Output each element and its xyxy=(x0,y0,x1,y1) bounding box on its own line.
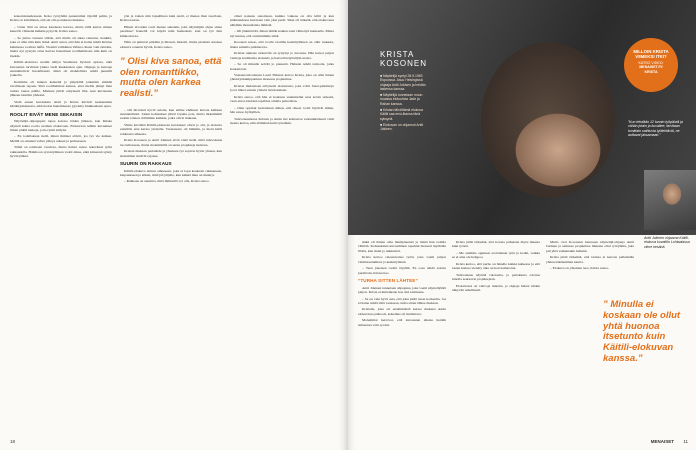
paragraph: Käitili-elokuva tarttuu aiheeseen, joka ei lopu koskaan: rakkauteen, kaipaukseen ja siihen, mitä jää jäljelle, kun kaikki muu on mennyt. xyxy=(120,168,222,177)
paragraph: – Olen oppinut luottamaan siihen, että oikeat roolit löytävät minut, hän sanoo hymyillen. xyxy=(230,105,334,115)
fact-item: ■ Elokuvan on ohjannut Antti Jokinen. xyxy=(380,122,424,132)
paragraph: – Se juttua vastaan silloin, että mulla oli aikaa rakastaa, henkilö, joka ei ollut niin kuin minä. Antti sanoi, että hän ei halua tehdä Kristaa kahmessa roolissa laiffa. Viesmä valmiinen löftuna olleen vain rinnalla, mutta nyt pystyin ottaa karvaa hanomaan roolihahmosta niin kuin on itsekin. xyxy=(10,35,112,58)
left-column-1 xyxy=(10,14,112,439)
paragraph: – En todellakaan tiedä, miten ihmiset elävät, jos työ vie kaiken. Meillä on onneksi vahva yhteys arkeen ja perheeseen. xyxy=(10,134,112,143)
paragraph: olleet naisena sanomaan, kuinka vaikeaa on olla kiltti ja kun julkisuudessa kuvataan vain yksi puoli. Siksi oli tärkeää, että elokuvassa nähdään monenlaisia ihmisiä. xyxy=(230,14,334,27)
fact-item: ■ Näyttelijä tunnetaan muun muassa elokuvista Jade ja Rahan kanssa. xyxy=(380,93,423,106)
paragraph: Viime keväänä Käitili-elokuvan kuvaukset olivat jo ohi, ja elokuva esiteltiin ensi kertaa yleisölle. Vastaanotto oli lämmin, ja moni kiitti rohkeasta aiheesta. xyxy=(120,122,222,136)
left-col1-heading: ROOLIT EIVÄT MENE SEKAISIN xyxy=(10,111,83,117)
video-badge[interactable] xyxy=(624,38,678,92)
left-col2-heading: SUURIN ON RAKKAUS xyxy=(120,161,172,167)
paragraph: – Teen jokaisen roolin täysillä. En osaa tehdä asioita puolittain, hän kertoo. xyxy=(358,266,446,275)
paragraph: Antti Jokinen tunnetaan ohjaajana, joka vaatii näyttelijöiltä paljon. Krista ei kuitenkaan koe sitä rasitteena. xyxy=(358,285,446,295)
paragraph: Krista pitää tärkeänä, että kotona puhutaan myös muusta kuin työstä. xyxy=(452,240,540,249)
photo-title xyxy=(380,50,428,68)
paragraph: Vastaanottavaisessa Lauri Tilkasta kertoo Krista, joka on ollut hänen yhteistyökumppaninsa monessa projektissa. xyxy=(230,72,334,82)
paragraph: Vielä ennen kuvauksia Antti ja Krista kävivät keskustelun käsikirjoituksesta, eikä tiedon hakemisessa pyydetty hiukkaakaan apua. xyxy=(10,99,112,109)
badge-link-1: KATSO VIDEO: xyxy=(638,61,664,65)
left-col2-after xyxy=(120,108,222,159)
left-page xyxy=(0,0,346,450)
paragraph: Tulevaisuudessa Kristan ja Antin tiet kohtaavat todennäköisesti vielä monta kertaa, niin elämässä kuin työssäkin. xyxy=(230,116,334,126)
right-col1-after xyxy=(358,286,446,328)
right-pull-quote: ” Minulla ei koskaan ole ollut yhtä huonoa itsetunto kuin Käitili-elokuvan kanssa.” xyxy=(603,299,681,364)
paragraph: – Unna tiitti on ainoa kaudessa karvaa, mutta tällä kertaa minua kenevät viitteenä kaikkia pysyvät, Krista sanoo. xyxy=(10,24,112,34)
paragraph: Käitili–elokuvaa saatiin tehtyä Suomessa hyvissä ajoissa, eikä kuvausten tarvinnut jatkua vielä kuukausien ajan. Ohjaaja ja kuvaaja suunnittelivat huolellisesti, mikä oli mahdollista tehdä pienellä joukolla. xyxy=(10,60,112,78)
left-column-3 xyxy=(230,14,334,439)
photo-small-caption: ”Kun tehdään 12 tunnin työpäiviä ja vähän jotain ja kuvailee, tarvitaan lomittain vaihtuvia työtehtäviä, ne auttavat jaksamaan.” xyxy=(628,120,683,138)
left-col1-after xyxy=(10,119,112,159)
paragraph: Krista sanoo, että hän ei koskaan suunnitellut uraa kovin tarkasti, vaan antoi asioiden tapahtua omalla painollaan. xyxy=(230,94,334,104)
right-col2-paragraphs xyxy=(452,240,540,293)
paragraph: mikä oli hänen oma mielipiteensä ja mistä hän todella välittää. Kohtauksien kuvaaminen tapahtui monesti myöhään illalla, kun muut jo nukkuivat. xyxy=(358,240,446,253)
badge-link-2: MENAISET.FI/ xyxy=(639,65,663,70)
paragraph: – Me olemme oppineet erottamaan työn ja kodin, vaikka se ei aina ole helppoa. xyxy=(452,250,540,260)
facts-box xyxy=(380,74,426,134)
antti-caption: Antti Jokinen ohjaama Käitili-elokuva kuvattiin Lohtaalassa viime kesänä. xyxy=(644,236,690,249)
paragraph: – Rakkaus on suurinta, mitä ihmisellä voi olla, Krista sanoo. xyxy=(124,179,210,184)
paragraph: yön ja toinen niin lapsellinen kuin Antti, et menee ihan tasollaan, Krista nauraa. xyxy=(120,14,222,23)
paragraph: – Oli jännittävää, miten tämän kaiken saisi välitettyä kankaalle. Mutta nyt tuntuu, että onnistuimme siinä. xyxy=(230,29,334,38)
fact-item: ■ Kristan tähdittämä elokuva Käitili saa ensi-iltansa tänä syksynä. xyxy=(380,108,423,121)
paragraph: Krista pitää tärkeänä, että tarinaa ei kerrota pelkästään yhden näkökulman kautta. xyxy=(546,255,634,264)
paragraph: – Se oli minulle selvää jo pienestä. Halusin tehdä tarinoita, jotka koskettavat. xyxy=(230,62,334,71)
left-col1-paragraphs xyxy=(10,14,112,109)
paragraph: Hänen aivoiden rooli menee sekaisin, joka näyttelijän ohjaa sinua paraikaa? Kenellä voi käydä näin hankalasti, kun on työ niin kiinnostavaa. xyxy=(120,24,222,38)
paragraph: Kotimme oli kaiken keskellä ja ympärillä jatkettiin elämää tavalliseen tapaan. Siitä roolihahmon kanssa, ettei meille jäänyt ihan turhaa rautaa päälle. Mieleen jäivät erityisesti illat, kun kuvausten jälkeen istuttiin yhdessä. xyxy=(10,79,112,98)
paragraph: Näyttelijä–ohjaajapari tapaa kotona töiden jälkeen, kun Kiiska näytteli kahta roolia saaman elokuvaan. Elokuvaan tehtiin kuvaukset ilman pitkiä taukoja, jotta rytmi säilyisi. xyxy=(10,119,112,132)
paragraph: Näin on puhuvat pitkään ja hitaasti, hitaasti, mutta pienissä asioissa elokuva toteutui hyvää, Krista sanoo. xyxy=(120,40,222,49)
paragraph: Elokuvassa on vahvoja tunteita, ja ohjaaja halusi niiden näkyvän rehellisesti. xyxy=(452,283,540,293)
right-page-number: 11 xyxy=(683,439,688,444)
right-column-1 xyxy=(358,240,446,435)
right-folio-label: MENAISET xyxy=(650,439,674,444)
right-col1-paragraphs xyxy=(358,240,446,275)
paragraph: Krista kertoo rakastavansa työtä, joka vaatii paljon valmistautumista ja keskittymistä. xyxy=(358,255,446,264)
paragraph: Molemmat kertovat, että kuvausten aikana heidän suhteensa vain syveni. xyxy=(358,318,446,327)
paragraph: Kristan mukaan parisuhde ja yhteinen työ sopivat hyvin yhteen, kun molemmat tietävät rajansa. xyxy=(120,149,222,158)
right-col1-heading: ”TURHA SITTEN LÄHTEE” xyxy=(358,278,418,284)
right-page xyxy=(348,0,696,450)
badge-line-1: MILLOIN KRISTA xyxy=(633,49,669,54)
paragraph: Krista kertoo, että perhe on hänelle kaikki kaikessa ja että lasten kanssa vietetty aika on korvaamatonta. xyxy=(452,261,540,271)
left-column-2 xyxy=(120,14,222,439)
left-col2-end xyxy=(120,169,222,184)
paragraph: Krista Kosonen ja Antti Jokinen eivät vielä tiedä, mitä tulevaisuus tuo tullessaan, mutta molemmilla on uusia projekteja tiedossa. xyxy=(120,138,222,147)
paragraph: Kristaa muistetaan erityisesti elokuvasta, joka voitti Jussi-palkintoja ja toi hänet suuren yleisön tietoisuuteen. xyxy=(230,83,334,93)
paragraph: – Oli hirveästi hyviä asioita, kun emme ehdineet kuvata kaikkea suunnitellusti. Jotkut kohtaukset jäivät lopulta pois, mutta tärkeimmät saatiin talteen. Kiitimme kaikkia, jotka olivat mukana. xyxy=(120,107,222,121)
left-col3-paragraphs xyxy=(230,14,334,126)
paragraph: kokonaisuudessaan. Koko työryhmä paneutumui täysillä peliin, ja Krista on kiitollinen, että sai olla porukassa mukana. xyxy=(10,14,112,23)
paragraph: – Se on vain hyvä asia, että joku pitää tason korkealla. Jos ei halua tehdä töitä tosissaan, turha sitten lähtee mukaan. xyxy=(358,296,446,305)
paragraph: – Elokuva on yhteinen teos, Krista sanoo. xyxy=(550,266,610,271)
paragraph: Kosonen sanoo, että roolin vaatima keskittyminen on ollut raskasta, mutta samalla palkitsevaa. xyxy=(230,40,334,49)
right-col3-paragraphs xyxy=(546,240,634,271)
paragraph: Kristalle, joka oli ensimmäistä kertaa mukana Antin elokuvassa päärooli, kokemus oli mullistava. xyxy=(358,307,446,316)
left-col2-paragraphs xyxy=(120,14,222,49)
photo-title-first: KRISTA xyxy=(380,50,415,59)
right-column-2 xyxy=(452,240,540,435)
photo-title-last: KOSONEN xyxy=(380,59,428,68)
paragraph: Kristan rakkaus elokuviin on syttynyt jo nuorena. Hän katsoi paljon vanhoja kotimaisia elokuvia ja haaveili näyttelijän urasta. xyxy=(230,51,334,60)
badge-link-3: KRISTA xyxy=(644,69,658,74)
paragraph: Muita ovat Kososeen kanssaan näyttelijä-ohjaaja Antti Jokinen ja samassa projektissa mukana ollut työryhmä, joka piti yhtä vaikeinakin hetkinä. xyxy=(546,240,634,253)
left-page-number: 18 xyxy=(10,439,16,444)
left-pull-quote: ” Olisi kiva sanoa, että olen romanttikko, mutta olen karkea realisti.” xyxy=(120,56,222,99)
fact-item: ■ Näyttelijä syntyi 28.5.1983 Espoossa. Asuu Helsingissä ohjaaja Antti Jokisen ja heidän lastensa kanssa. xyxy=(380,74,426,91)
antti-photo xyxy=(644,170,696,230)
badge-line-2: VIIMEKSI ITKI? xyxy=(635,54,667,59)
right-column-3 xyxy=(546,240,634,300)
paragraph: Tulevaisuus näyttää valoisalta, ja pariskunta odottaa innolla seuraavia projektejaan. xyxy=(452,272,540,282)
paragraph: Tämä on toisinaan vaativaa, mutta Krista sanoo tekevänsä työtä rakkaudella. Hahmoon syventyminen vaatii aikaa, eikä kiireessä synny hyvää jälkeä. xyxy=(10,145,112,159)
